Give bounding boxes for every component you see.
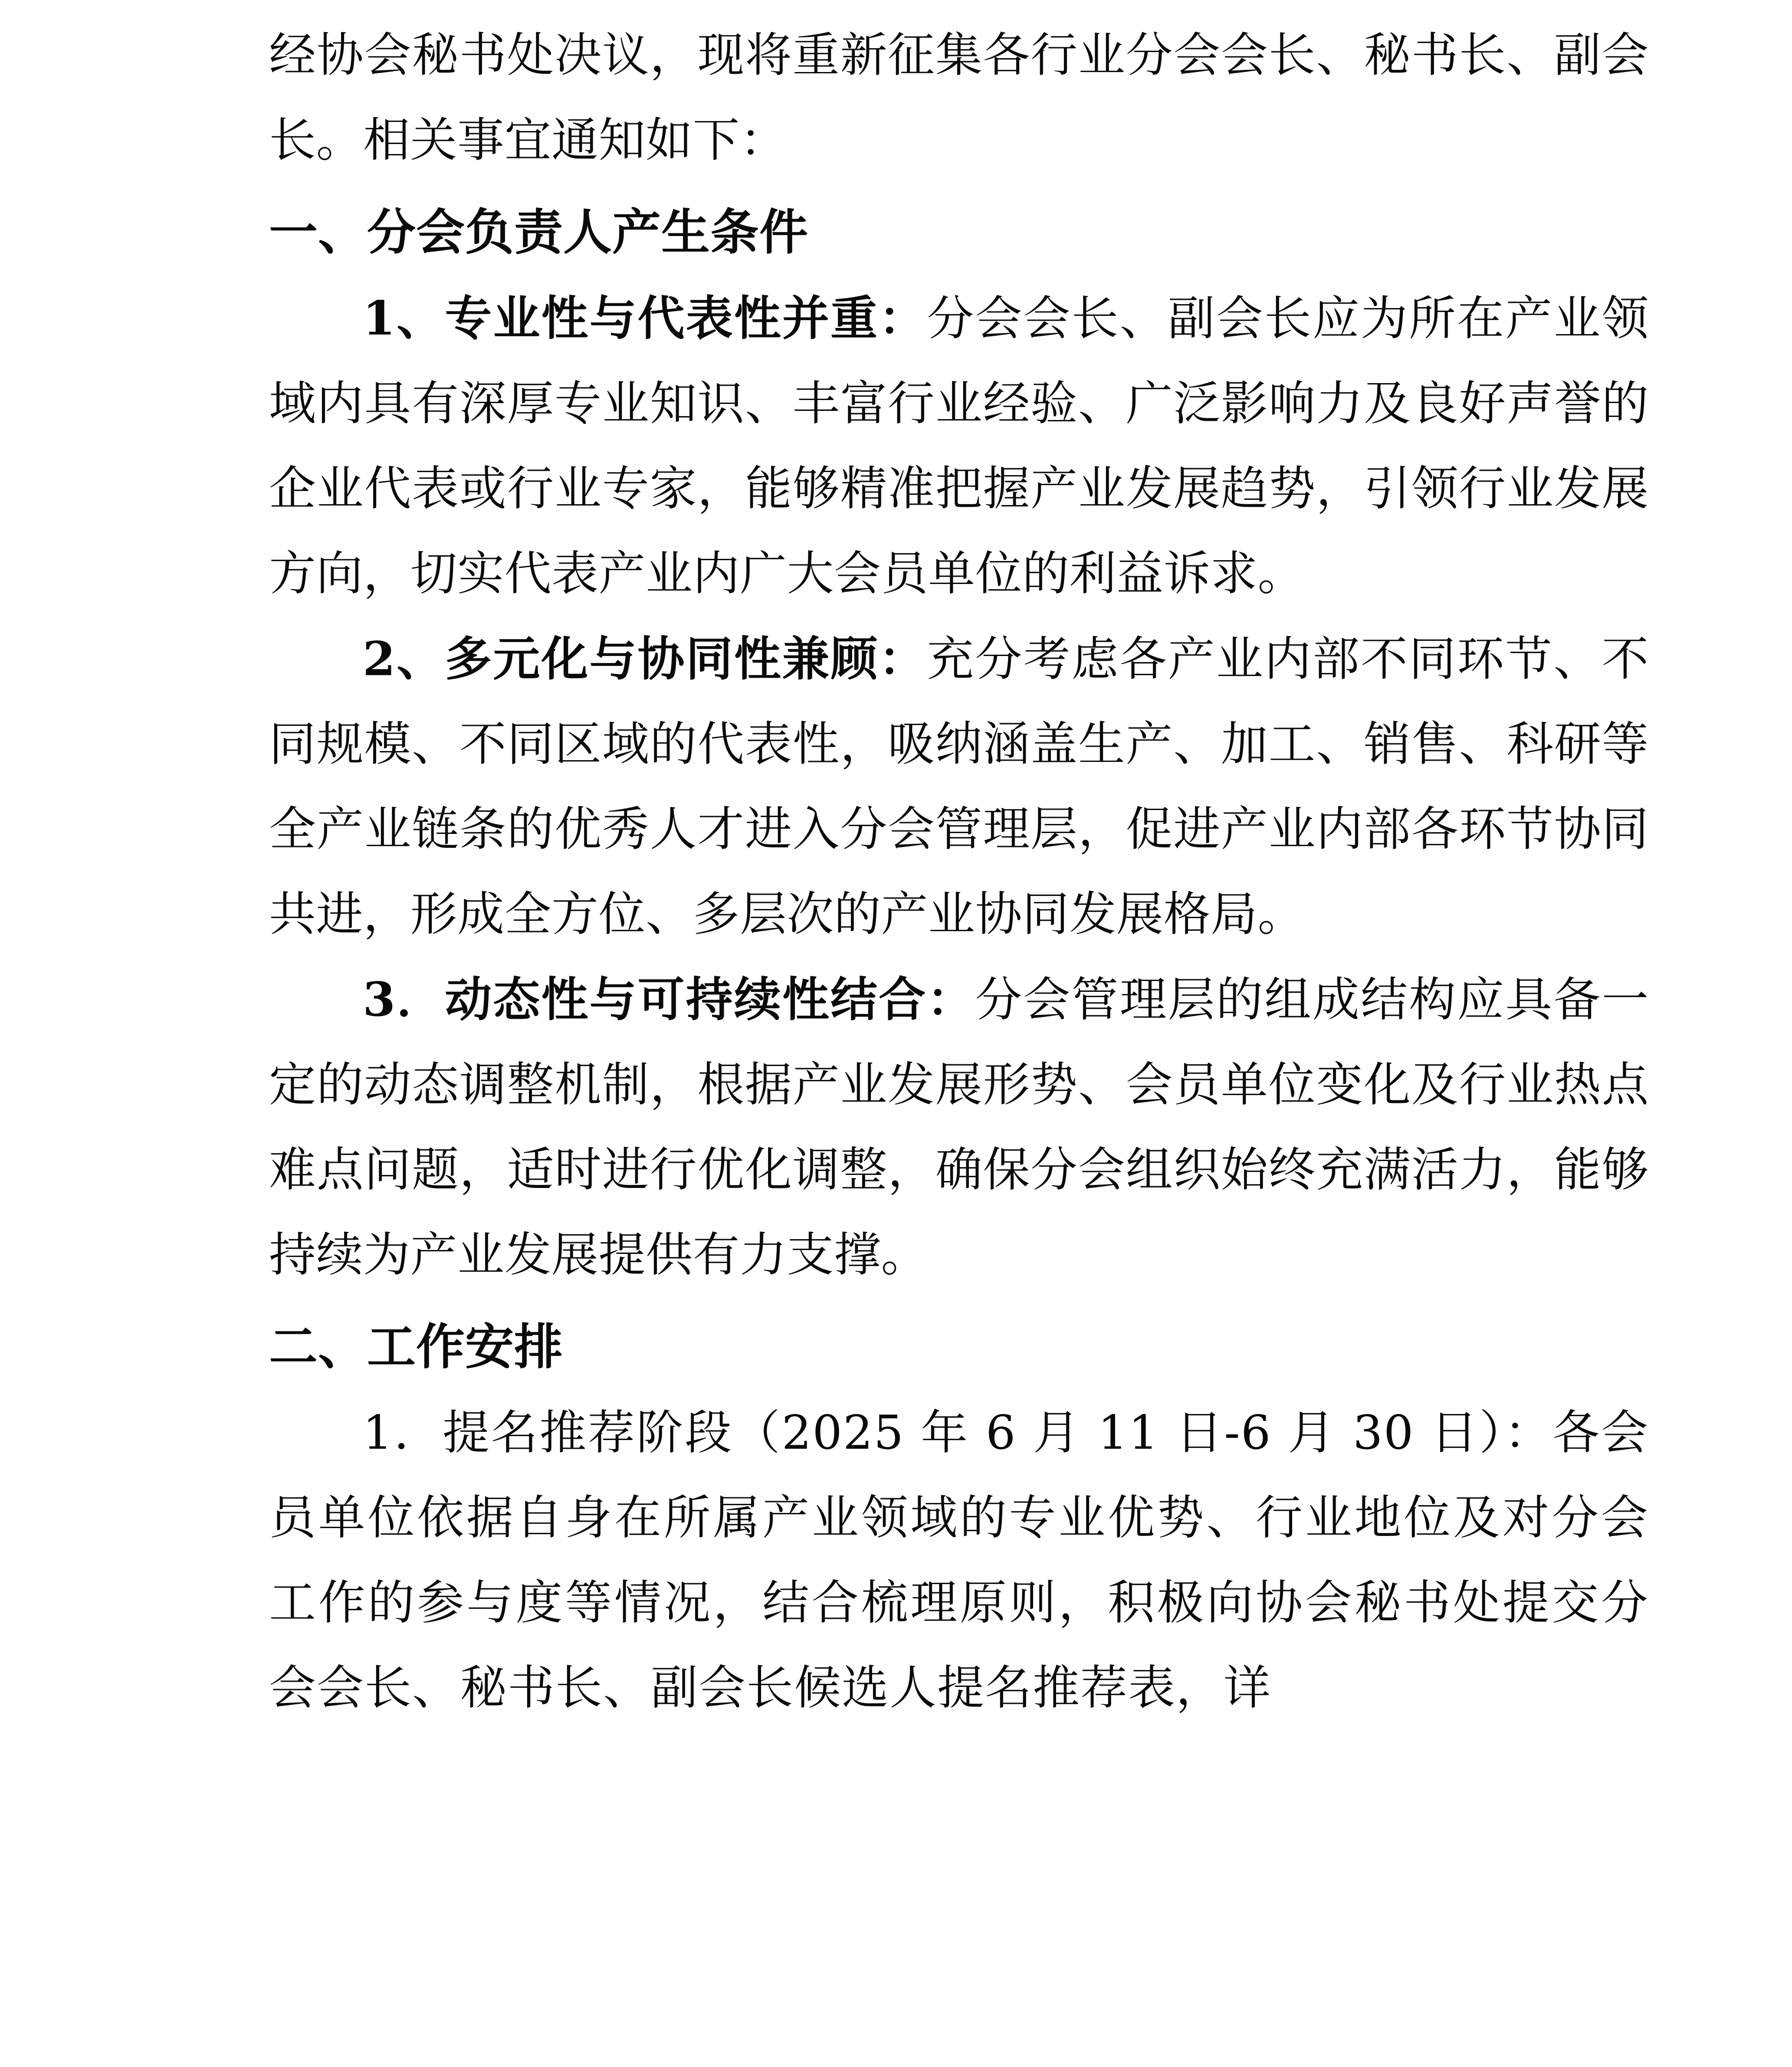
paragraph-item-1-3 [269, 957, 1649, 1298]
paragraph-item-1-1 [269, 276, 1649, 617]
paragraph-item-1-1-lead: 1、专业性与代表性并重： [363, 291, 927, 346]
paragraph-item-1-2-lead: 2、多元化与协同性兼顾： [363, 632, 927, 686]
heading-section-one: 一、分会负责人产生条件 [269, 204, 808, 261]
paragraph-intro: 经协会秘书处决议，现将重新征集各行业分会会长、秘书长、副会长。相关事宜通知如下： [269, 28, 1649, 167]
paragraph-item-1-2 [269, 617, 1649, 957]
paragraph-item-1-2-text: 充分考虑各产业内部不同环节、不同规模、不同区域的代表性，吸纳涵盖生产、加工、销售、科研等全产业链条的优秀人才进入分会管理层，促进产业内部各环节协同共进，形成全方位、多层次的产业协同发展格局。 [269, 632, 1649, 942]
paragraph-item-1-1-text: 分会会长、副会长应为所在产业领域内具有深厚专业知识、丰富行业经验、广泛影响力及良好声誉的企业代表或行业专家，能够精准把握产业发展趋势，引领行业发展方向，切实代表产业内广大会员单位的利益诉求。 [269, 292, 1649, 601]
paragraph-item-2-1: 1．提名推荐阶段（2025 年 6 月 11 日-6 月 30 日）：各会员单位依据自身在所属产业领域的专业优势、行业地位及对分会工作的参与度等情况，结合梳理原则，积极向协会秘书处提交分会会长、秘书长、副会长候选人提名推荐表，详 [269, 1406, 1649, 1715]
heading-section-two: 二、工作安排 [269, 1319, 563, 1375]
paragraph-item-1-3-text: 分会管理层的组成结构应具备一定的动态调整机制，根据产业发展形势、会员单位变化及行业热点难点问题，适时进行优化调整，确保分会组织始终充满活力，能够持续为产业发展提供有力支撑。 [269, 973, 1649, 1282]
document-body [269, 13, 1649, 1731]
paragraph-item-1-3-lead: 3．动态性与可持续性结合： [363, 972, 975, 1027]
